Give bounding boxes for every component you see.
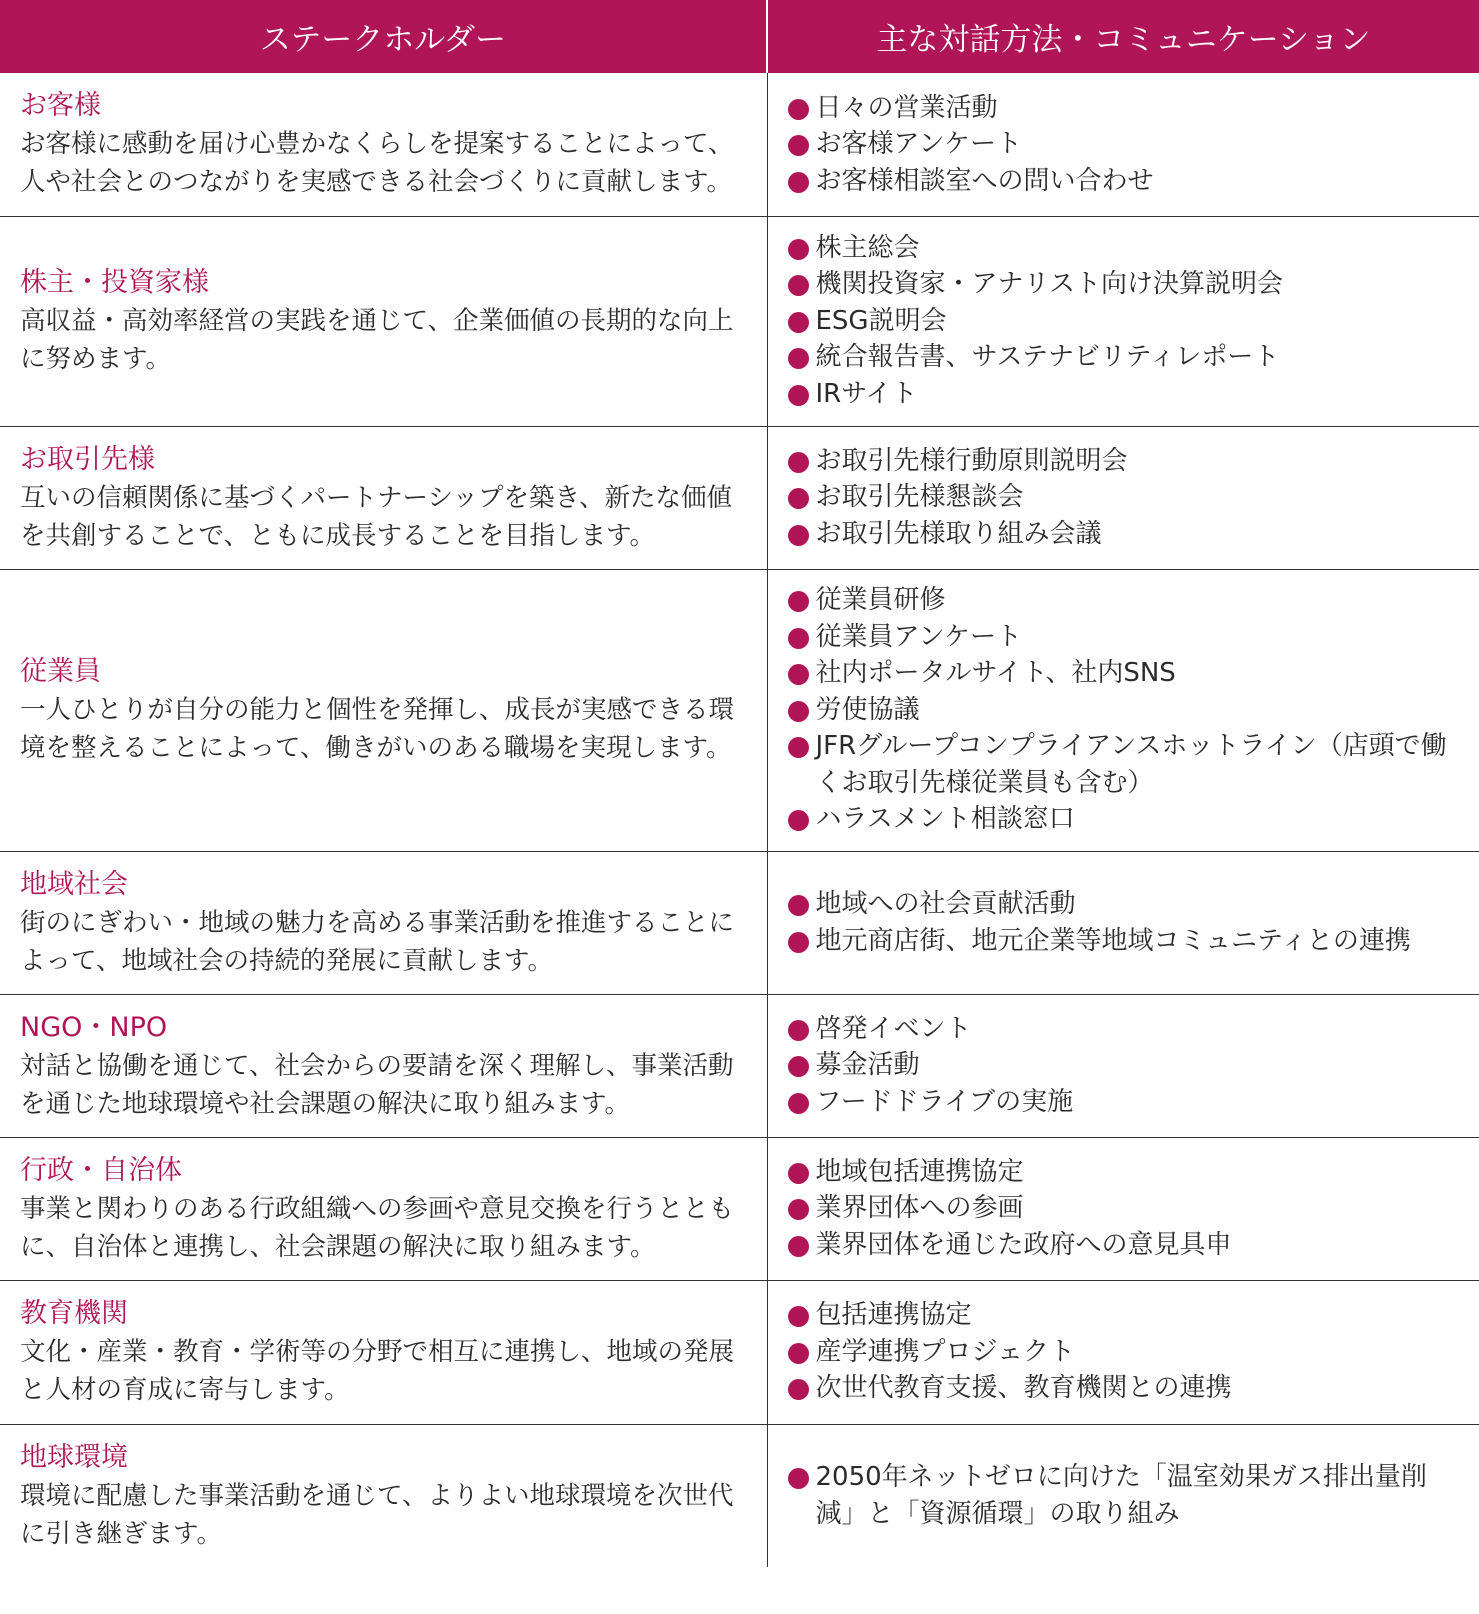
stakeholder-name: 地球環境 bbox=[20, 1441, 128, 1473]
method-text: 産学連携プロジェクト bbox=[815, 1336, 1075, 1367]
stakeholder-name: 行政・自治体 bbox=[20, 1154, 182, 1186]
bullet-icon bbox=[788, 239, 809, 260]
method-list bbox=[786, 886, 1462, 959]
method-item bbox=[786, 1370, 1462, 1407]
method-text: お取引先様行動原則説明会 bbox=[815, 445, 1128, 476]
method-text: 統合報告書、サステナビリティレポート bbox=[815, 342, 1280, 373]
method-item bbox=[786, 655, 1462, 692]
method-item bbox=[786, 1047, 1462, 1084]
method-item bbox=[786, 230, 1462, 267]
method-text: 社内ポータルサイト、社内SNS bbox=[815, 658, 1176, 689]
method-list bbox=[786, 230, 1462, 413]
stakeholder-name: お客様 bbox=[20, 90, 101, 122]
table-row bbox=[0, 1137, 1479, 1280]
method-text: 従業員アンケート bbox=[815, 621, 1022, 652]
table-row bbox=[0, 216, 1479, 426]
stakeholder-name: 教育機関 bbox=[20, 1298, 128, 1329]
method-text: JFRグループコンプライアンスホットライン（店頭で働くお取引先様従業員も含む） bbox=[815, 731, 1447, 798]
header-communication-methods: 主な対話方法・コミュニケーション bbox=[767, 0, 1479, 73]
communication-cell bbox=[767, 851, 1479, 994]
table-row bbox=[0, 426, 1479, 569]
stakeholder-cell bbox=[0, 994, 767, 1137]
bullet-icon bbox=[788, 701, 809, 722]
stakeholder-cell bbox=[0, 216, 767, 426]
bullet-icon bbox=[788, 385, 809, 406]
method-item bbox=[786, 1227, 1462, 1264]
bullet-icon bbox=[788, 737, 809, 758]
method-text: 募金活動 bbox=[815, 1050, 920, 1081]
method-item bbox=[786, 923, 1462, 960]
method-item bbox=[786, 479, 1462, 516]
stakeholder-name: NGO・NPO bbox=[20, 1011, 168, 1043]
method-text: IRサイト bbox=[815, 378, 918, 409]
stakeholder-name: 従業員 bbox=[20, 656, 101, 687]
table-row bbox=[0, 1280, 1479, 1424]
stakeholder-description: 文化・産業・教育・学術等の分野で相互に連携し、地域の発展と人材の育成に寄与します。 bbox=[20, 1337, 735, 1405]
method-list bbox=[786, 1459, 1462, 1532]
table-row bbox=[0, 569, 1479, 851]
method-text: 業界団体への参画 bbox=[815, 1193, 1024, 1224]
method-text: 機関投資家・アナリスト向け決算説明会 bbox=[815, 269, 1283, 300]
communication-cell bbox=[767, 994, 1479, 1137]
stakeholder-cell bbox=[0, 426, 767, 569]
method-item bbox=[786, 516, 1462, 553]
communication-cell bbox=[767, 216, 1479, 426]
bullet-icon bbox=[788, 591, 809, 612]
method-text: 啓発イベント bbox=[815, 1013, 972, 1044]
stakeholder-cell bbox=[0, 569, 767, 851]
method-item bbox=[786, 126, 1462, 163]
bullet-icon bbox=[788, 452, 809, 473]
bullet-icon bbox=[788, 312, 809, 333]
method-list bbox=[786, 90, 1462, 200]
stakeholder-description: お客様に感動を届け心豊かなくらしを提案することによって、人や社会とのつながりを実感できる社会づくりに貢献します。 bbox=[20, 129, 734, 198]
stakeholder-name: 地域社会 bbox=[20, 868, 128, 900]
method-text: 労使協議 bbox=[815, 694, 920, 725]
table-row bbox=[0, 851, 1479, 994]
bullet-icon bbox=[788, 99, 809, 120]
method-text: 日々の営業活動 bbox=[815, 92, 998, 123]
stakeholder-description: 高収益・高効率経営の実践を通じて、企業価値の長期的な向上に努めます。 bbox=[20, 306, 734, 374]
method-text: 業界団体を通じた政府への意見具申 bbox=[815, 1229, 1232, 1260]
method-text: お客様アンケート bbox=[815, 129, 1022, 159]
method-text: お客様相談室への問い合わせ bbox=[815, 165, 1154, 196]
bullet-icon bbox=[788, 1020, 809, 1041]
method-item bbox=[786, 266, 1462, 303]
method-item bbox=[786, 443, 1462, 480]
communication-cell bbox=[767, 73, 1479, 216]
method-list bbox=[786, 1011, 1462, 1121]
method-list bbox=[786, 582, 1462, 838]
table-row bbox=[0, 73, 1479, 216]
stakeholder-cell bbox=[0, 1137, 767, 1280]
method-item bbox=[786, 582, 1462, 619]
method-item bbox=[786, 886, 1462, 923]
method-text: 地域への社会貢献活動 bbox=[815, 889, 1076, 919]
method-item bbox=[786, 163, 1462, 200]
header-stakeholder: ステークホルダー bbox=[0, 0, 767, 73]
method-item bbox=[786, 376, 1462, 413]
bullet-icon bbox=[788, 135, 809, 156]
bullet-icon bbox=[788, 810, 809, 831]
method-text: お取引先様懇談会 bbox=[815, 482, 1024, 513]
bullet-icon bbox=[788, 664, 809, 685]
method-text: 従業員研修 bbox=[815, 585, 946, 616]
method-text: 2050年ネットゼロに向けた「温室効果ガス排出量削減」と「資源循環」の取り組み bbox=[815, 1462, 1427, 1529]
method-text: 地元商店街、地元企業等地域コミュニティとの連携 bbox=[815, 925, 1411, 956]
method-item bbox=[786, 1459, 1462, 1532]
stakeholder-description: 一人ひとりが自分の能力と個性を発揮し、成長が実感できる環境を整えることによって、働きがいのある職場を実現します。 bbox=[20, 695, 735, 763]
table-row bbox=[0, 994, 1479, 1137]
communication-cell bbox=[767, 1280, 1479, 1424]
communication-cell bbox=[767, 569, 1479, 851]
bullet-icon bbox=[788, 1343, 809, 1364]
method-item bbox=[786, 1154, 1462, 1191]
bullet-icon bbox=[788, 932, 809, 953]
stakeholder-name: 株主・投資家様 bbox=[20, 267, 209, 298]
method-item bbox=[786, 1190, 1462, 1227]
table-row bbox=[0, 1424, 1479, 1567]
stakeholder-name: お取引先様 bbox=[20, 443, 155, 475]
bullet-icon bbox=[788, 172, 809, 193]
bullet-icon bbox=[788, 488, 809, 509]
bullet-icon bbox=[788, 525, 809, 546]
method-text: 包括連携協定 bbox=[815, 1300, 972, 1331]
method-item bbox=[786, 303, 1462, 340]
header-row bbox=[0, 0, 1479, 73]
bullet-icon bbox=[788, 1306, 809, 1327]
bullet-icon bbox=[788, 1056, 809, 1077]
bullet-icon bbox=[788, 1199, 809, 1220]
method-item bbox=[786, 90, 1462, 127]
stakeholder-cell bbox=[0, 1424, 767, 1567]
stakeholder-cell bbox=[0, 73, 767, 216]
method-text: ESG説明会 bbox=[815, 305, 947, 336]
stakeholder-description: 事業と関わりのある行政組織への参画や意見交換を行うとともに、自治体と連携し、社会課題の解決に取り組みます。 bbox=[20, 1193, 735, 1262]
method-list bbox=[786, 1154, 1462, 1264]
bullet-icon bbox=[788, 1236, 809, 1257]
method-text: フードドライブの実施 bbox=[815, 1086, 1074, 1117]
method-list bbox=[786, 1297, 1462, 1407]
bullet-icon bbox=[788, 1379, 809, 1400]
method-item bbox=[786, 728, 1462, 801]
communication-cell bbox=[767, 1137, 1479, 1280]
stakeholder-description: 互いの信頼関係に基づくパートナーシップを築き、新たな価値を共創することで、ともに成長することを目指します。 bbox=[20, 482, 732, 551]
stakeholder-description: 街のにぎわい・地域の魅力を高める事業活動を推進することによって、地域社会の持続的発展に貢献します。 bbox=[20, 907, 735, 976]
method-list bbox=[786, 443, 1462, 553]
method-text: 次世代教育支援、教育機関との連携 bbox=[815, 1373, 1232, 1404]
bullet-icon bbox=[788, 895, 809, 916]
method-item bbox=[786, 339, 1462, 376]
stakeholder-cell bbox=[0, 1280, 767, 1424]
method-item bbox=[786, 1297, 1462, 1334]
method-item bbox=[786, 1334, 1462, 1371]
bullet-icon bbox=[788, 1468, 809, 1489]
bullet-icon bbox=[788, 1093, 809, 1114]
method-item bbox=[786, 801, 1462, 838]
method-text: 株主総会 bbox=[815, 232, 920, 263]
bullet-icon bbox=[788, 628, 809, 649]
bullet-icon bbox=[788, 348, 809, 369]
method-item bbox=[786, 692, 1462, 729]
stakeholder-cell bbox=[0, 851, 767, 994]
bullet-icon bbox=[788, 275, 809, 296]
method-item bbox=[786, 1084, 1462, 1121]
method-text: ハラスメント相談窓口 bbox=[815, 804, 1075, 835]
stakeholder-description: 環境に配慮した事業活動を通じて、よりよい地球環境を次世代に引き継ぎます。 bbox=[20, 1480, 734, 1549]
method-item bbox=[786, 1011, 1462, 1048]
communication-cell bbox=[767, 426, 1479, 569]
method-text: お取引先様取り組み会議 bbox=[815, 518, 1102, 549]
method-text: 地域包括連携協定 bbox=[815, 1156, 1024, 1187]
method-item bbox=[786, 619, 1462, 656]
communication-cell bbox=[767, 1424, 1479, 1567]
bullet-icon bbox=[788, 1163, 809, 1184]
stakeholder-description: 対話と協働を通じて、社会からの要請を深く理解し、事業活動を通じた地球環境や社会課題の解決に取り組みます。 bbox=[20, 1050, 734, 1119]
